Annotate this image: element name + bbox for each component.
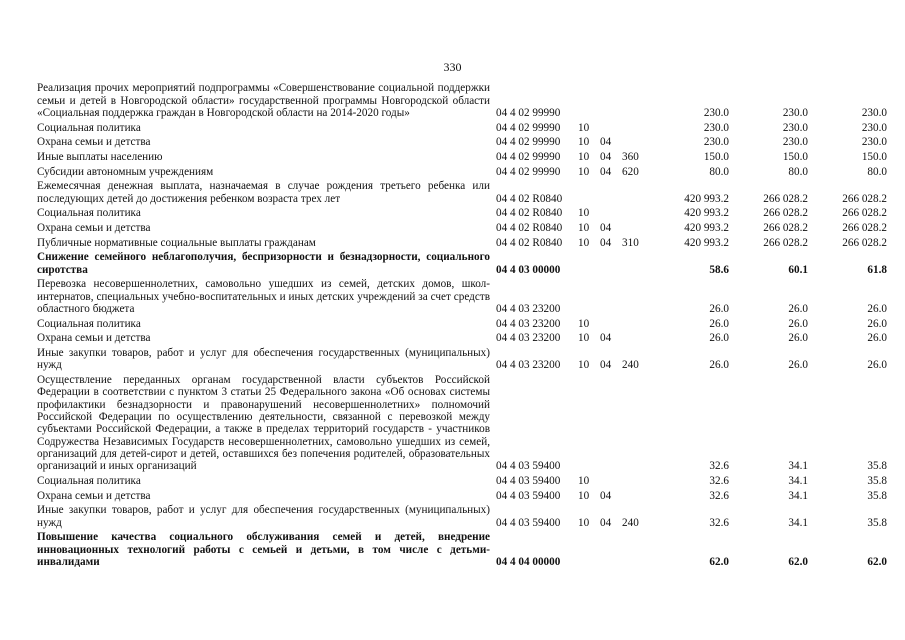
row-amount-year-2: 266 028.2 [763,192,808,205]
row-subsection-code: 04 [600,359,612,372]
table-row [37,346,887,373]
row-name: Социальная политика [37,474,141,487]
row-amount-year-2: 26.0 [788,359,808,372]
row-amount-year-2: 266 028.2 [763,207,808,220]
table-row [37,179,887,206]
row-amount-year-2: 26.0 [788,302,808,315]
row-section-code: 10 [578,474,590,487]
row-name: Публичные нормативные социальные выплаты гражданам [37,236,316,249]
row-subsection-code: 04 [600,221,612,234]
table-row [37,206,887,221]
row-subsection-code: 04 [600,489,612,502]
row-amount-year-2: 62.0 [788,555,808,568]
row-amount-year-3: 230.0 [861,106,887,119]
row-amount-year-1: 420 993.2 [684,236,729,249]
row-expense-type-code [622,179,650,206]
row-section-code: 10 [578,165,590,178]
row-target-code: 04 4 02 R0840 [496,192,563,205]
table-row [37,488,887,503]
row-amount-year-2: 230.0 [782,136,808,149]
table-row [37,503,887,530]
row-amount-year-3: 26.0 [867,317,887,330]
row-amount-year-1: 230.0 [703,136,729,149]
row-amount-year-1: 62.0 [709,555,729,568]
row-subsection-code: 04 [600,136,612,149]
row-target-code: 04 4 02 99990 [496,150,561,163]
row-name: Охрана семьи и детства [37,489,151,502]
row-target-code: 04 4 04 00000 [496,555,561,568]
row-expense-type-code [622,81,650,120]
row-name: Охрана семьи и детства [37,221,151,234]
row-section-code: 10 [578,317,590,330]
row-target-code: 04 4 03 59400 [496,489,561,502]
row-target-code: 04 4 02 R0840 [496,236,563,249]
row-target-code: 04 4 02 99990 [496,165,561,178]
row-amount-year-2: 34.1 [788,489,808,502]
row-expense-type-code [622,474,650,489]
row-subsection-code [600,81,622,120]
row-amount-year-1: 26.0 [709,332,729,345]
row-amount-year-3: 266 028.2 [842,192,887,205]
row-section-code [578,179,600,206]
row-name: Иные закупки товаров, работ и услуг для обеспечения государственных (муниципальных) нужд [37,504,490,529]
row-section-code: 10 [578,332,590,345]
row-amount-year-2: 266 028.2 [763,221,808,234]
row-amount-year-1: 420 993.2 [684,192,729,205]
row-amount-year-1: 26.0 [709,317,729,330]
row-subsection-code: 04 [600,150,612,163]
row-amount-year-3: 266 028.2 [842,236,887,249]
row-amount-year-2: 230.0 [782,121,808,134]
row-name: Охрана семьи и детства [37,332,151,345]
row-expense-type-code: 310 [622,236,639,249]
row-subsection-code: 04 [600,516,612,529]
row-section-code: 10 [578,489,590,502]
row-subsection-code [600,206,622,221]
row-amount-year-3: 26.0 [867,359,887,372]
row-name: Социальная политика [37,121,141,134]
row-amount-year-3: 26.0 [867,302,887,315]
row-amount-year-3: 80.0 [867,165,887,178]
row-section-code [578,250,600,277]
table-row [37,277,887,316]
budget-table [37,81,887,569]
row-expense-type-code [622,488,650,503]
page-number: 330 [443,60,462,74]
row-expense-type-code [622,331,650,346]
row-target-code: 04 4 03 23200 [496,302,561,315]
row-name: Перевозка несовершеннолетних, самовольно ушедших из семей, детских домов, школ-интернатов, специальных учебно-воспитательных и иных детских учреждений за счет средств областного бюджета [37,278,490,315]
row-target-code: 04 4 03 59400 [496,474,561,487]
row-amount-year-1: 420 993.2 [684,207,729,220]
row-subsection-code [600,250,622,277]
row-name: Осуществление переданных органам государственной власти субъектов Российской Федерации в соответствии с пунктом 3 статьи 25 Федерального закона «Об основах системы профилактики безнадзорности и правонарушений несовершеннолетних» полномочий Российской Федерации по осуществлению деятельности, связанной с перевозкой между субъектами Российской Федерации, а также в пределах территорий государств - участников Содружества Независимых Государств несовершеннолетних, самовольно ушедших из семей, организаций для детей-сирот и детей, оставшихся без попечения родителей, образовательных организаций и иных организаций [37,374,490,473]
row-section-code [578,530,600,569]
budget-table-body [37,81,887,569]
table-row [37,150,887,165]
row-amount-year-2: 34.1 [788,516,808,529]
row-amount-year-2: 80.0 [788,165,808,178]
row-amount-year-1: 230.0 [703,121,729,134]
row-expense-type-code [622,135,650,150]
row-expense-type-code [622,221,650,236]
row-section-code: 10 [578,150,590,163]
table-row [37,235,887,250]
row-name: Иные выплаты населению [37,150,163,163]
row-section-code [578,373,600,474]
row-subsection-code: 04 [600,236,612,249]
row-subsection-code: 04 [600,332,612,345]
row-target-code: 04 4 02 99990 [496,106,561,119]
row-name: Снижение семейного неблагополучия, беспризорности и безнадзорности, социального сиротства [37,251,490,276]
row-expense-type-code [622,316,650,331]
row-expense-type-code [622,250,650,277]
row-subsection-code [600,179,622,206]
table-row [37,120,887,135]
row-amount-year-1: 32.6 [709,489,729,502]
row-amount-year-2: 26.0 [788,317,808,330]
table-row [37,331,887,346]
row-amount-year-2: 34.1 [788,460,808,473]
table-row [37,250,887,277]
row-amount-year-3: 35.8 [867,474,887,487]
row-amount-year-1: 420 993.2 [684,221,729,234]
row-amount-year-3: 266 028.2 [842,207,887,220]
table-row [37,373,887,474]
row-name: Охрана семьи и детства [37,136,151,149]
row-target-code: 04 4 03 23200 [496,332,561,345]
row-amount-year-3: 61.8 [867,263,887,276]
row-target-code: 04 4 03 59400 [496,460,561,473]
row-expense-type-code [622,373,650,474]
row-subsection-code: 04 [600,165,612,178]
row-subsection-code [600,373,622,474]
row-section-code: 10 [578,121,590,134]
row-expense-type-code: 360 [622,150,639,163]
row-amount-year-3: 62.0 [867,555,887,568]
row-amount-year-2: 26.0 [788,332,808,345]
row-amount-year-1: 26.0 [709,302,729,315]
row-amount-year-3: 35.8 [867,489,887,502]
row-subsection-code [600,316,622,331]
row-section-code: 10 [578,207,590,220]
row-subsection-code [600,277,622,316]
row-amount-year-3: 150.0 [861,150,887,163]
row-target-code: 04 4 02 99990 [496,136,561,149]
row-name: Иные закупки товаров, работ и услуг для обеспечения государственных (муниципальных) нужд [37,347,490,372]
row-amount-year-3: 26.0 [867,332,887,345]
row-name: Повышение качества социального обслуживания семей и детей, внедрение инновационных технологий работы с семьей и детьми, в том числе с детьми-инвалидами [37,531,490,568]
row-target-code: 04 4 03 23200 [496,317,561,330]
row-section-code: 10 [578,221,590,234]
row-subsection-code [600,474,622,489]
row-subsection-code [600,530,622,569]
table-row [37,316,887,331]
row-section-code: 10 [578,359,590,372]
row-amount-year-1: 58.6 [709,263,729,276]
table-row [37,530,887,569]
row-expense-type-code: 240 [622,516,639,529]
table-row [37,135,887,150]
row-subsection-code [600,120,622,135]
row-section-code [578,81,600,120]
row-amount-year-3: 230.0 [861,121,887,134]
row-amount-year-2: 150.0 [782,150,808,163]
row-amount-year-2: 230.0 [782,106,808,119]
row-amount-year-2: 60.1 [788,263,808,276]
row-name: Реализация прочих мероприятий подпрограммы «Совершенствование социальной поддержки семьи и детей в Новгородской области» государственной программы Новгородской области «Социальная поддержка граждан в Новгородской области на 2014-2020 годы» [37,82,490,119]
table-row [37,474,887,489]
row-amount-year-1: 32.6 [709,516,729,529]
row-name: Социальная политика [37,207,141,220]
row-target-code: 04 4 02 R0840 [496,207,563,220]
row-target-code: 04 4 02 R0840 [496,221,563,234]
row-expense-type-code [622,277,650,316]
row-amount-year-1: 32.6 [709,474,729,487]
row-amount-year-1: 32.6 [709,460,729,473]
table-row [37,221,887,236]
table-row [37,81,887,120]
row-amount-year-3: 230.0 [861,136,887,149]
row-target-code: 04 4 03 59400 [496,516,561,529]
row-amount-year-1: 150.0 [703,150,729,163]
row-name: Социальная политика [37,317,141,330]
row-target-code: 04 4 03 23200 [496,359,561,372]
row-name: Субсидии автономным учреждениям [37,165,214,178]
row-expense-type-code [622,206,650,221]
row-amount-year-3: 266 028.2 [842,221,887,234]
table-row [37,164,887,179]
row-target-code: 04 4 02 99990 [496,121,561,134]
row-expense-type-code [622,120,650,135]
row-amount-year-3: 35.8 [867,516,887,529]
row-expense-type-code: 620 [622,165,639,178]
row-amount-year-1: 230.0 [703,106,729,119]
row-amount-year-1: 80.0 [709,165,729,178]
row-name: Ежемесячная денежная выплата, назначаемая в случае рождения третьего ребенка или последующих детей до достижения ребенком возраста трех лет [37,180,490,205]
row-amount-year-2: 34.1 [788,474,808,487]
row-section-code: 10 [578,516,590,529]
row-target-code: 04 4 03 00000 [496,263,561,276]
row-section-code: 10 [578,236,590,249]
row-expense-type-code: 240 [622,359,639,372]
row-amount-year-2: 266 028.2 [763,236,808,249]
row-amount-year-3: 35.8 [867,460,887,473]
row-amount-year-1: 26.0 [709,359,729,372]
row-expense-type-code [622,530,650,569]
row-section-code [578,277,600,316]
row-section-code: 10 [578,136,590,149]
